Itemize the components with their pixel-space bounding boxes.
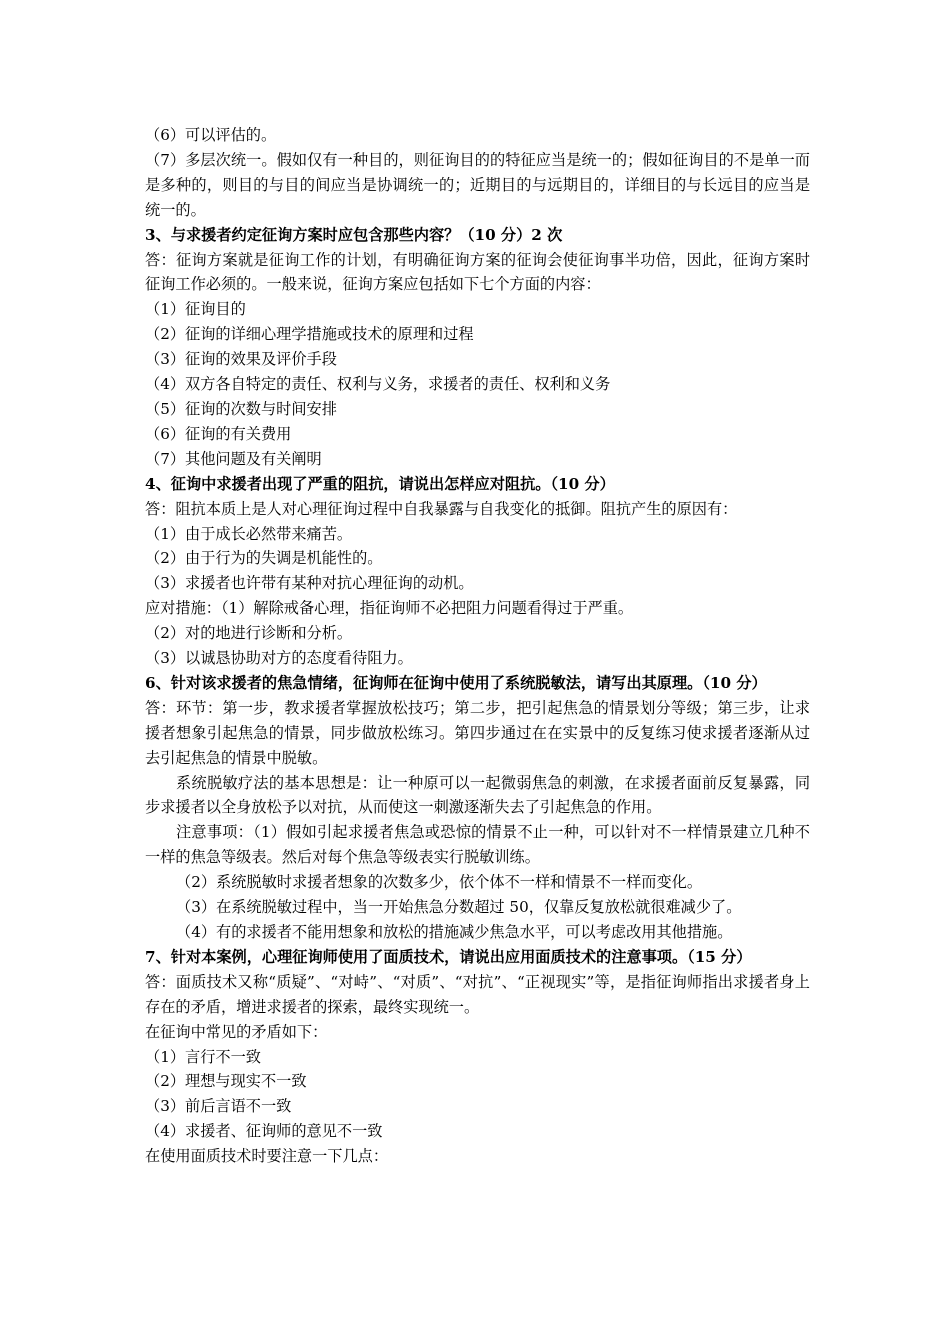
paragraph: （6）可以评估的。 [145, 126, 277, 144]
paragraph: （7）多层次统一。假如仅有一种目的，则征询目的的特征应当是统一的；假如征询目的不是单一而是多种的，则目的与目的间应当是协调统一的；近期目的与远期目的，详细目的与长远目的应当是统一的。 [145, 150, 810, 219]
paragraph: （3）求援者也许带有某种对抗心理征询的动机。 [145, 574, 474, 593]
paragraph: 应对措施：（1）解除戒备心理，指征询师不必把阻力问题看得过于严重。 [145, 599, 634, 618]
question-heading: 7、针对本案例，心理征询师使用了面质技术，请说出应用面质技术的注意事项。（15 分） [145, 947, 752, 966]
paragraph: （7）其他问题及有关阐明 [145, 449, 322, 468]
paragraph: 在征询中常见的矛盾如下： [145, 1022, 328, 1041]
paragraph: 答：征询方案就是征询工作的计划，有明确征询方案的征询会使征询事半功倍，因此，征询方案时征询工作必须的。一般来说，征询方案应包括如下七个方面的内容： [145, 250, 810, 294]
indented-list-item: （3）在系统脱敏过程中，当一开始焦急分数超过 50，仅靠反复放松就很难减少了。 [176, 898, 742, 917]
indented-list-item: （4）有的求援者不能用想象和放松的措施减少焦急水平，可以考虑改用其他措施。 [176, 923, 733, 941]
paragraph: （2）对的地进行诊断和分析。 [145, 624, 353, 643]
paragraph: （3）前后言语不一致 [145, 1097, 292, 1116]
paragraph: 答：环节：第一步，教求援者掌握放松技巧；第二步，把引起焦急的情景划分等级；第三步，让求援者想象引起焦急的情景，同步做放松练习。第四步通过在在实景中的反复练习使求援者逐渐从过去引起焦急的情景中脱敏。 [145, 698, 810, 767]
paragraph: （4）求援者、征询师的意见不一致 [145, 1122, 383, 1141]
paragraph: 在使用面质技术时要注意一下几点： [145, 1147, 388, 1166]
paragraph: （2）由于行为的失调是机能性的。 [145, 549, 383, 568]
paragraph: （4）双方各自特定的责任、权利与义务，求援者的责任、权利和义务 [145, 375, 611, 394]
paragraph: 答：阻抗本质上是人对心理征询过程中自我暴露与自我变化的抵御。阻抗产生的原因有： [145, 499, 738, 518]
indented-paragraph: 注意事项：（1）假如引起求援者焦急或恐惊的情景不止一种，可以针对不一样情景建立几种不一样的焦急等级表。然后对每个焦急等级表实行脱敏训练。 [145, 823, 810, 867]
paragraph: （1）由于成长必然带来痛苦。 [145, 524, 353, 543]
paragraph: （2）征询的详细心理学措施或技术的原理和过程 [145, 325, 474, 344]
paragraph: （3）征询的效果及评价手段 [145, 350, 337, 369]
question-heading: 6、针对该求援者的焦急情绪，征询师在征询中使用了系统脱敏法，请写出其原理。（10 分） [145, 673, 767, 692]
paragraph: （5）征询的次数与时间安排 [145, 399, 337, 418]
paragraph: （1）言行不一致 [145, 1047, 261, 1066]
document-page [145, 123, 810, 1169]
paragraph: （6）征询的有关费用 [145, 424, 292, 443]
question-heading: 4、征询中求援者出现了严重的阻抗，请说出怎样应对阻抗。（10 分） [145, 474, 615, 493]
paragraph: 答：面质技术又称“质疑”、“对峙”、“对质”、“对抗”、“正视现实”等，是指征询师指出求援者身上存在的矛盾，增进求援者的探索，最终实现统一。 [145, 972, 810, 1016]
paragraph: （3）以诚恳协助对方的态度看待阻力。 [145, 649, 413, 668]
paragraph: （2）理想与现实不一致 [145, 1072, 307, 1091]
question-heading: 3、与求援者约定征询方案时应包含那些内容？（10 分）2 次 [145, 225, 563, 244]
paragraph: （1）征询目的 [145, 300, 246, 319]
indented-list-item: （2）系统脱敏时求援者想象的次数多少，依个体不一样和情景不一样而变化。 [176, 873, 703, 892]
indented-paragraph: 系统脱敏疗法的基本思想是：让一种原可以一起微弱焦急的刺激，在求援者面前反复暴露，同步求援者以全身放松予以对抗，从而使这一刺激逐渐失去了引起焦急的作用。 [145, 773, 810, 817]
